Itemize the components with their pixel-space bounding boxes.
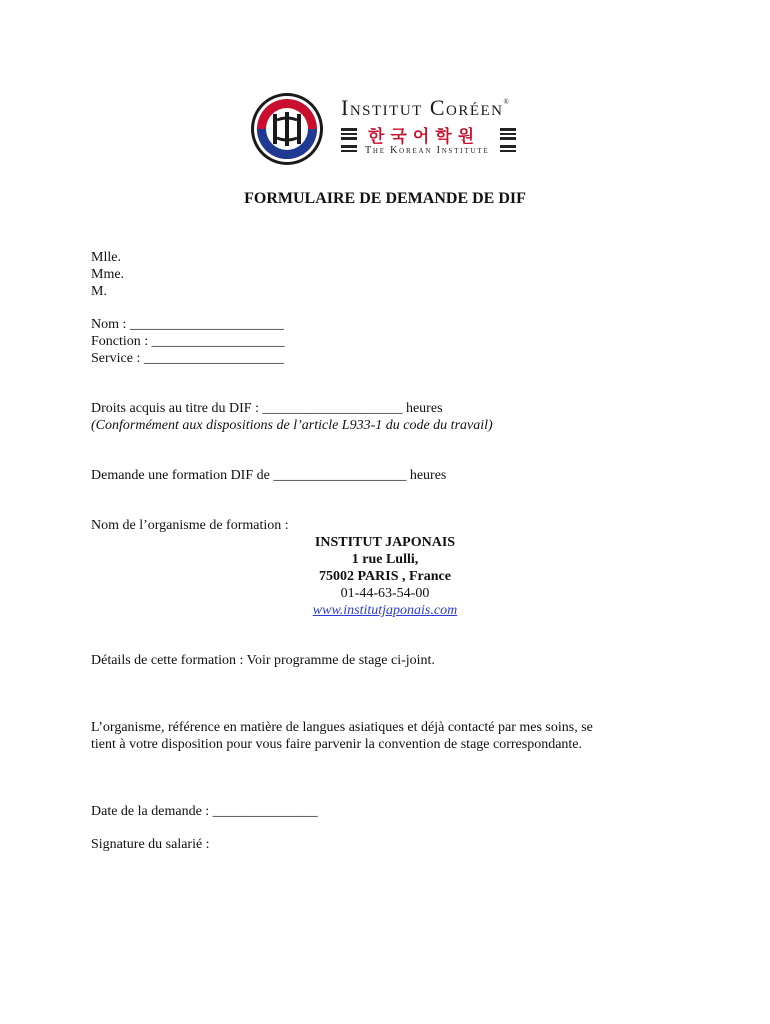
institut-coreen-emblem-icon <box>250 92 324 166</box>
organisme-address1: 1 rue Lulli, <box>351 552 419 567</box>
civility-mme: Mme. <box>91 267 125 282</box>
signature-label: Signature du salarié : <box>91 837 210 852</box>
fonction-field: Fonction : ___________________ <box>91 334 285 349</box>
paragraph-line-1: L’organisme, référence en matière de langues asiatiques et déjà contacté par mes soins, se <box>91 720 593 735</box>
droits-note: (Conformément aux dispositions de l’article L933-1 du code du travail) <box>91 418 493 433</box>
organisme-phone: 01-44-63-54-00 <box>340 586 430 601</box>
date-demande-field: Date de la demande : _______________ <box>91 804 318 819</box>
organisme-name: INSTITUT JAPONAIS <box>314 535 456 550</box>
logo-trademark: ® <box>503 98 511 106</box>
paragraph-line-2: tient à votre disposition pour vous faire parvenir la convention de stage correspondante. <box>91 737 583 752</box>
nom-field: Nom : ______________________ <box>91 317 284 332</box>
trigram-left-bottom-icon <box>341 145 357 155</box>
trigram-right-top-icon <box>500 128 516 142</box>
service-field: Service : ____________________ <box>91 351 284 366</box>
organisme-website-link[interactable]: www.institutjaponais.com <box>312 603 458 618</box>
details-text: Détails de cette formation : Voir programme de stage ci-joint. <box>91 653 435 668</box>
logo-korean: 한국어학원 <box>368 127 481 147</box>
civility-mlle: Mlle. <box>91 250 121 265</box>
trigram-right-bottom-icon <box>500 145 516 155</box>
logo-subtitle: The Korean Institute <box>365 145 490 156</box>
trigram-left-top-icon <box>341 128 357 142</box>
logo-name: Institut Coréen <box>341 95 504 120</box>
demande-field: Demande une formation DIF de ___________________ heures <box>91 468 447 483</box>
civility-m: M. <box>91 284 107 299</box>
page-title: FORMULAIRE DE DEMANDE DE DIF <box>244 190 526 207</box>
organisme-address2: 75002 PARIS , France <box>319 569 451 584</box>
droits-field: Droits acquis au titre du DIF : ____________________ heures <box>91 401 443 416</box>
organisme-label: Nom de l’organisme de formation : <box>91 518 289 533</box>
logo-title <box>341 95 510 121</box>
